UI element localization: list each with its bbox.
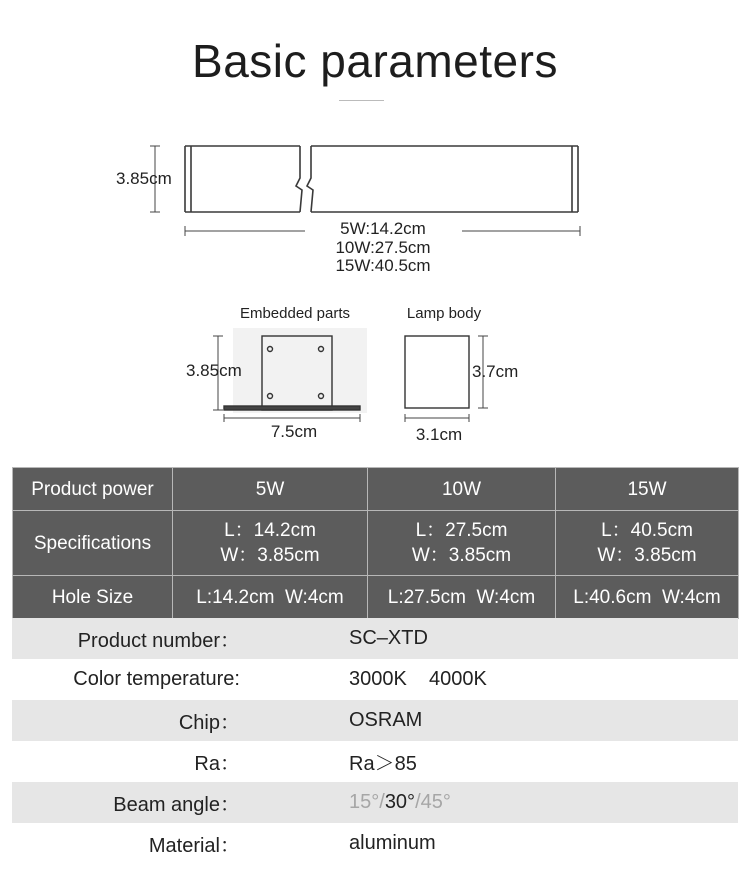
spec-width: W：3.85cm bbox=[220, 545, 320, 566]
hole-size-15w: L:40.6cm W:4cm bbox=[556, 576, 739, 619]
bar-height-label: 3.85cm bbox=[116, 169, 172, 188]
product-power-label: Product power bbox=[13, 468, 173, 511]
param-value: SC–XTD bbox=[349, 627, 428, 649]
beam-angle-45: 45° bbox=[420, 791, 451, 813]
power-spec-table bbox=[12, 467, 739, 619]
power-15w: 15W bbox=[556, 468, 739, 511]
beam-angle-separator: / bbox=[379, 791, 385, 813]
lamp-width-label: 3.1cm bbox=[415, 425, 463, 444]
param-value bbox=[349, 791, 451, 814]
embedded-parts-title: Embedded parts bbox=[239, 305, 351, 322]
spec-cell-10w bbox=[368, 511, 556, 576]
param-key: Material： bbox=[148, 835, 240, 857]
length-label-5w: 5W:14.2cm bbox=[340, 219, 426, 238]
embedded-parts-backdrop bbox=[233, 328, 367, 413]
hole-size-5w: L:14.2cm W:4cm bbox=[173, 576, 368, 619]
spec-cell-5w bbox=[173, 511, 368, 576]
parameter-list bbox=[12, 618, 738, 864]
param-key: Chip： bbox=[178, 712, 240, 734]
lamp-body-drawing bbox=[405, 336, 469, 408]
specifications-label: Specifications bbox=[13, 511, 173, 576]
spec-width: W：3.85cm bbox=[597, 545, 697, 566]
hole-size-label: Hole Size bbox=[13, 576, 173, 619]
spec-length: L：40.5cm bbox=[601, 520, 693, 541]
param-row-product-number bbox=[12, 618, 738, 659]
param-row-material bbox=[12, 823, 738, 864]
lamp-height-label: 3.7cm bbox=[472, 362, 519, 381]
param-row-chip bbox=[12, 700, 738, 741]
table-row bbox=[13, 576, 739, 619]
page-title: Basic parameters bbox=[192, 35, 558, 87]
spec-width: W：3.85cm bbox=[411, 545, 512, 566]
beam-angle-separator: / bbox=[415, 791, 421, 813]
length-label-10w: 10W:27.5cm bbox=[335, 238, 431, 257]
beam-angle-15: 15° bbox=[349, 791, 380, 813]
param-key: Beam angle： bbox=[113, 794, 240, 816]
embedded-height-label: 3.85cm bbox=[186, 361, 242, 380]
param-row-beam-angle bbox=[12, 782, 738, 823]
embedded-width-dimension bbox=[224, 414, 360, 422]
table-row bbox=[13, 511, 739, 576]
param-value: OSRAM bbox=[349, 709, 423, 731]
spec-length: L：14.2cm bbox=[224, 520, 316, 541]
param-key: Product number： bbox=[77, 630, 240, 652]
lamp-bar-drawing bbox=[185, 146, 578, 212]
param-value: aluminum bbox=[349, 832, 436, 854]
spec-length: L：27.5cm bbox=[415, 520, 508, 541]
embedded-width-label: 7.5cm bbox=[270, 422, 318, 441]
lamp-width-dimension bbox=[405, 414, 469, 422]
param-value: 3000K 4000K bbox=[349, 668, 487, 690]
power-10w: 10W bbox=[368, 468, 556, 511]
table-row bbox=[13, 468, 739, 511]
param-value: Ra＞85 bbox=[349, 753, 417, 775]
spec-cell-15w bbox=[556, 511, 739, 576]
beam-angle-30: 30° bbox=[384, 791, 416, 813]
param-row-ra bbox=[12, 741, 738, 782]
param-key: Color temperature: bbox=[73, 668, 240, 690]
hole-size-10w: L:27.5cm W:4cm bbox=[368, 576, 556, 619]
length-label-15w: 15W:40.5cm bbox=[335, 256, 431, 275]
lamp-body-title: Lamp body bbox=[406, 305, 482, 322]
param-key: Ra： bbox=[194, 753, 240, 775]
power-5w: 5W bbox=[173, 468, 368, 511]
param-row-color-temperature bbox=[12, 659, 738, 700]
